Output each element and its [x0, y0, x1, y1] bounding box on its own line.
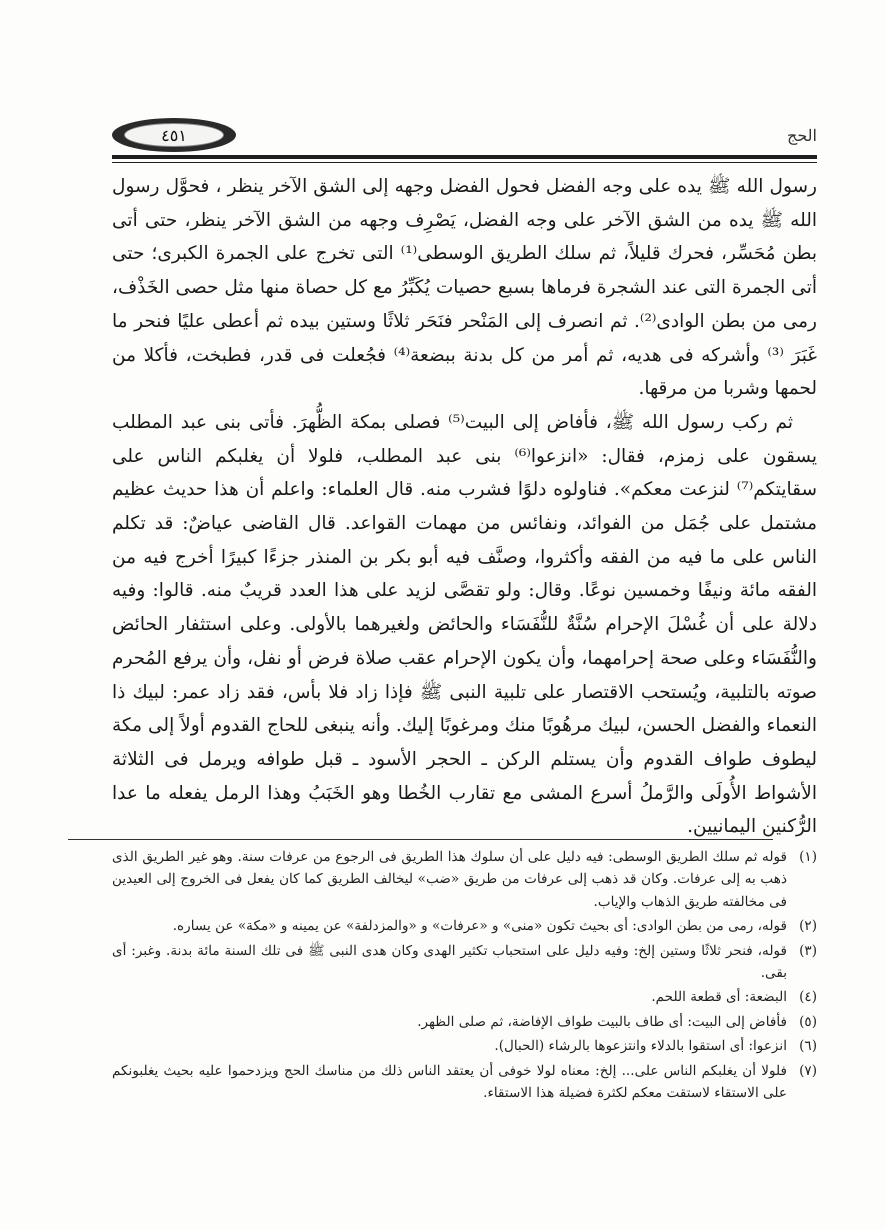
- footnote-number: (٧): [799, 1062, 817, 1079]
- footnote-number: (٢): [799, 918, 817, 935]
- footnote-number: (٣): [799, 942, 817, 959]
- page-number: ٤٥١: [124, 123, 224, 147]
- footnote-3: [112, 940, 817, 985]
- paragraph-2: ثم ركب رسول الله ﷺ، فأفاض إلى البيت⁽⁵⁾ فصلى بمكة الظُّهرَ. فأتى بنى عبد المطلب يسقون على زمزم، فقال: «انزعوا⁽⁶⁾ بنى عبد المطلب، فلولا أن يغلبكم الناس على سقايتكم⁽⁷⁾ لنزعت معكم». فناولوه دلوًا فشرب منه. قال العلماء: واعلم أن هذا حديث عظيم مشتمل على جُمَل من الفوائد، ونفائس من مهمات القواعد. قال القاضى عياضٌ: قد تكلم الناس على ما فيه من الفقه وأكثروا، وصنَّف فيه أبو بكر بن المنذر جزءًا كبيرًا أخرج فيه من الفقه مائة ونيفًا وخمسين نوعًا. وقال: ولو تقصَّى لزيد على هذا العدد قريبٌ منه. قالوا: وفيه دلالة على أن غُسْلَ الإحرام سُنَّةٌ للنُّفَسَاء والحائض ولغيرهما بالأولى. وعلى استثفار الحائض والنُّفَسَاء وعلى صحة إحرامهما، وأن يكون الإحرام عقب صلاة فرض أو نفل، وأن يرفع المُحرم صوته بالتلبية، ويُستحب الاقتصار على تلبية النبى ﷺ فإذا زاد فلا بأس، فقد زاد عمر: لبيك ذا النعماء والفضل الحسن، لبيك مرهُوبًا منك ومرغوبًا إليك. وأنه ينبغى للحاج القدوم أولاً إلى مكة ليطوف طواف القدوم وأن يستلم الركن ـ الحجر الأسود ـ قبل طوافه ويرمل فى الثلاثة الأشواط الأُولَى والرَّملُ أسرع المشى مع تقارب الخُطا وهو الخَبَبُ وهذا الرمل يفعله ما عدا الرُّكنين اليمانيين.: [112, 411, 817, 838]
- footnote-6: [112, 1035, 817, 1057]
- footnote-text: فلولا أن يغلبكم الناس على... إلخ: معناه لولا خوفى أن يعتقد الناس ذلك من مناسك الحج ويزدحموا عليه بحيث يغلبونكم على الاستقاء لاستقت معكم لكثرة فضيلة هذا الاستقاء.: [112, 1062, 787, 1102]
- footnote-1: [112, 846, 817, 913]
- footnote-number: (١): [799, 849, 817, 865]
- footnotes: [112, 846, 817, 1106]
- footnote-2: [112, 915, 817, 937]
- footnote-number: (٤): [799, 989, 817, 1006]
- footnote-text: قوله، فنحر ثلاثًا وستين إلخ: وفيه دليل على استحباب تكثير الهدى وكان هدى النبى ﷺ فى تلك السنة مائة بدنة. وغبر: أى بقى.: [112, 942, 787, 982]
- footnote-5: [112, 1011, 817, 1033]
- footnote-text: قوله، رمى من بطن الوادى: أى بحيث تكون «منى» و «عرفات» و «والمزدلفة» عن يمينه و «مكة» عن يساره.: [172, 918, 787, 935]
- header-rule-thin: [112, 162, 817, 163]
- footnote-text: فأفاض إلى البيت: أى طاف بالبيت طواف الإفاضة، ثم صلى الظهر.: [417, 1013, 787, 1030]
- running-head: الحج: [787, 126, 817, 145]
- paragraph-1: رسول الله ﷺ يده على وجه الفضل فحول الفضل وجهه إلى الشق الآخر ينظر ، فحوَّل رسول الله ﷺ يده من الشق الآخر على وجه الفضل، يَصْرِف وجهه من الشق الآخر ينظر، حتى أتى بطن مُحَسِّر، فحرك قليلاً، ثم سلك الطريق الوسطى⁽¹⁾ التى تخرج على الجمرة الكبرى؛ حتى أتى الجمرة التى عند الشجرة فرماها بسبع حصيات يُكَبِّرُ مع كل حصاة منها مثل حصى الخَذْف، رمى من بطن الوادى⁽²⁾. ثم انصرف إلى المَنْحر فنَحَر ثلاثًا وستين بيده ثم أعطى عليًا فنحر ما غَبَرَ ⁽³⁾ وأشركه فى هديه، ثم أمر من كل بدنة ببضعة⁽⁴⁾ فجُعلت فى قدر، فطبخت، فأكلا من لحمها وشربا من مرقها.: [112, 176, 818, 400]
- header-rule-thick: [112, 155, 817, 159]
- page-number-ornament: [112, 116, 238, 156]
- footnote-text: انزعوا: أى استقوا بالدلاء وانتزعوها بالرشاء (الحبال).: [494, 1038, 787, 1055]
- footnote-4: [112, 986, 817, 1008]
- footnote-text: البضعة: أى قطعة اللحم.: [651, 989, 787, 1006]
- footnote-number: (٦): [799, 1038, 817, 1055]
- footnote-number: (٥): [799, 1013, 817, 1030]
- footnote-text: قوله ثم سلك الطريق الوسطى: فيه دليل على أن سلوك هذا الطريق فى الرجوع من عرفات سنة. وهو غير الطريق الذى ذهب به إلى عرفات. وكان قد ذهب إلى عرفات من طريق «ضب» ليخالف الطريق كما كان يفعل فى الخروج إلى العيدين فى مخالفته طريق الذهاب والإياب.: [112, 849, 787, 910]
- main-text: [112, 170, 817, 844]
- footnote-7: [112, 1060, 817, 1105]
- footnote-separator: [68, 839, 773, 840]
